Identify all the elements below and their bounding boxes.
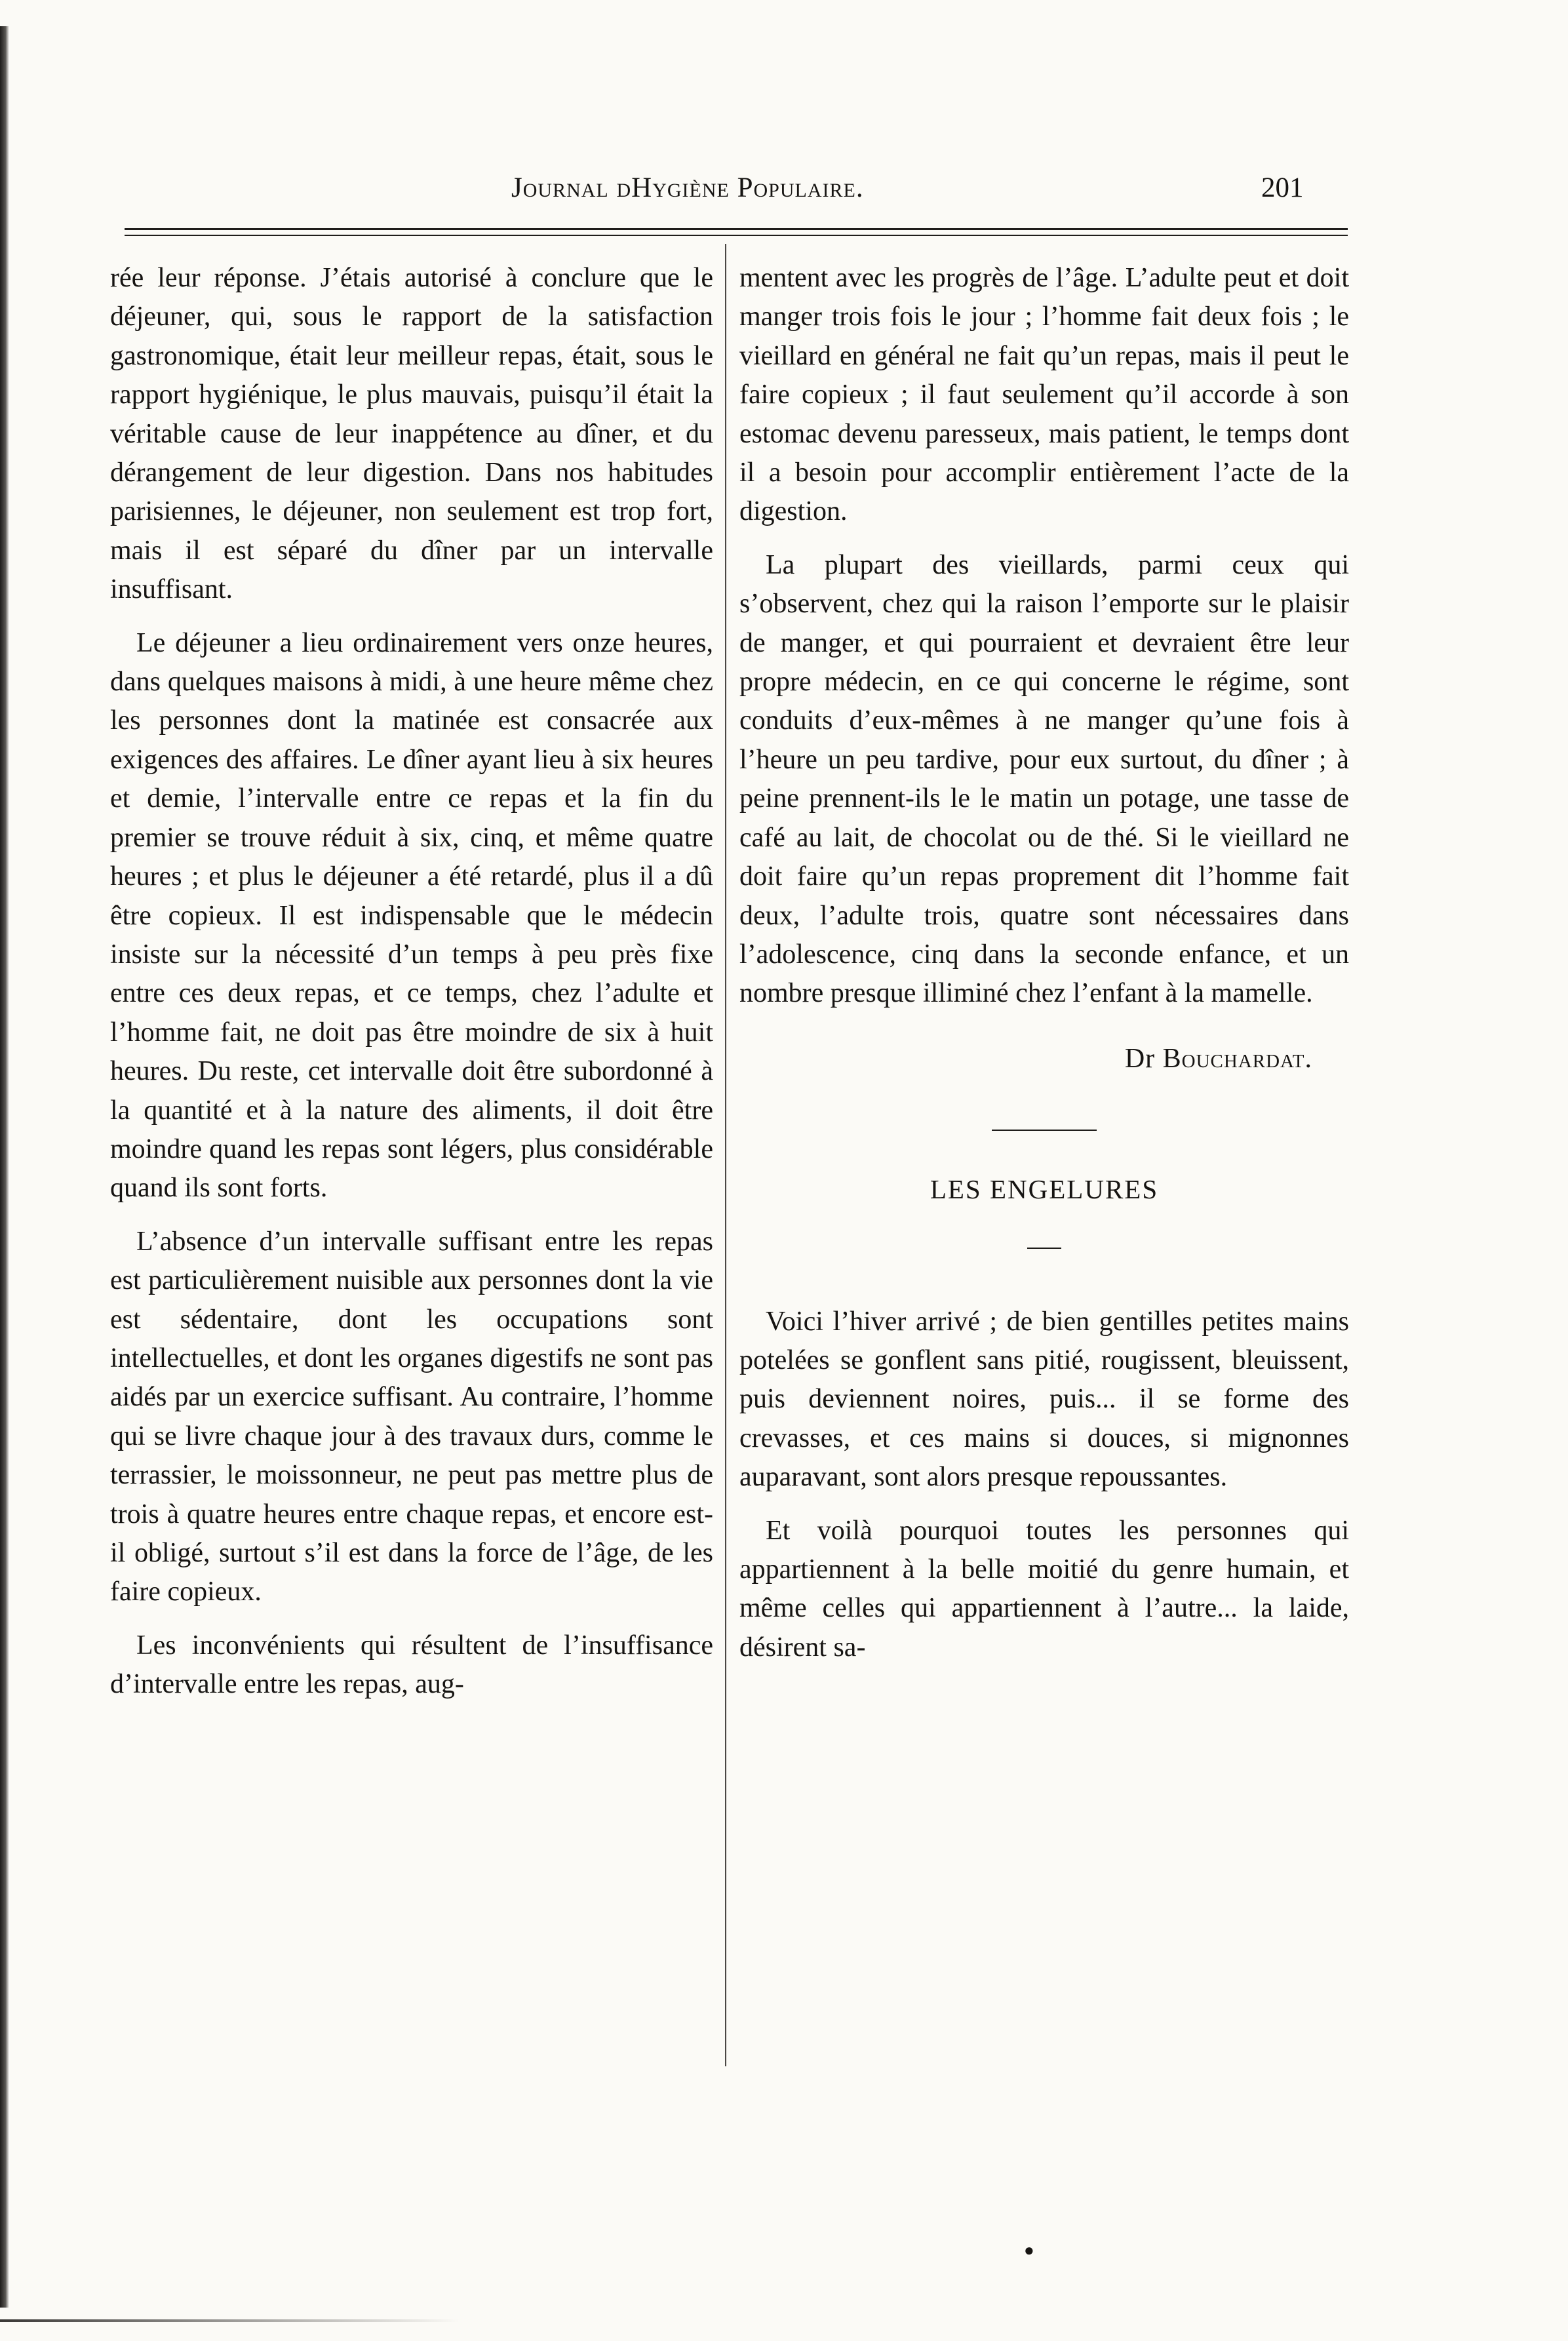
page-header [0, 172, 1568, 218]
page-number: 201 [1261, 172, 1304, 203]
signature-prefix: Dr [1124, 1043, 1156, 1074]
left-paragraph-4: Les inconvénients qui résultent de l’insuffisance d’intervalle entre les repas, aug- [110, 1630, 713, 1700]
header-rule-bottom [125, 235, 1348, 236]
scan-binding-edge [0, 26, 9, 2308]
signature-name: Bouchardat. [1162, 1043, 1312, 1074]
left-paragraph-1: rée leur réponse. J’étais autorisé à conclure que le déjeuner, qui, sous le rapport de la satisfaction gastronomique, était leur meilleur repas, était, sous le rapport hygiénique, le plus mauvais, puisqu’il était la véritable cause de leur inappétence au dîner, et du dérangement de leur digestion. Dans nos habitudes parisiennes, le déjeuner, non seulement est trop fort, mais il est séparé du dîner par un intervalle insuffisant. [110, 263, 713, 605]
section-spacer [739, 1249, 1349, 1303]
left-paragraph-2: Le déjeuner a lieu ordinairement vers onze heures, dans quelques maisons à midi, à une heure même chez les personnes dont la matinée est consacrée aux exigences des affaires. Le dîner ayant lieu à six heures et demie, l’intervalle entre ce repas et la fin du premier se trouve réduit à six, cinq, et même quatre heures ; et plus le déjeuner a été retardé, plus il a dû être copieux. Il est indispensable que le médecin insiste sur la nécessité d’un temps à peu près fixe entre ces deux repas, et ce temps, chez l’adulte et l’homme fait, ne doit pas être moindre de six à huit heures. Du reste, cet intervalle doit être subordonné à la quantité et à la nature des aliments, il doit être moindre quand les repas sont légers, plus considérable quand ils sont forts. [110, 627, 713, 1204]
left-column [110, 259, 713, 1704]
section-separator [992, 1130, 1097, 1131]
author-signature [739, 1040, 1349, 1078]
right-paragraph-1: mentent avec les progrès de l’âge. L’adulte peut et doit manger trois fois le jour ; l’homme fait deux fois ; le vieillard en général ne fait qu’un repas, mais il peut le faire copieux ; il faut seulement qu’il accorde à son estomac devenu paresseux, mais patient, le temps dont il a besoin pour accomplir entièrement l’acte de la digestion. [739, 263, 1349, 527]
scan-bottom-edge [0, 2319, 459, 2322]
column-divider [725, 244, 726, 2066]
bottom-ornament: ● [1024, 2241, 1034, 2260]
section-paragraph-1: Voici l’hiver arrivé ; de bien gentilles petites mains potelées se gonflent sans pitié, rougissent, bleuissent, puis deviennent noires, puis... il se forme des crevasses, et ces mains si douces, si mignonnes auparavant, sont alors presque repoussantes. [739, 1306, 1349, 1493]
section-title: LES ENGELURES [930, 1174, 1159, 1205]
header-rule-top [125, 228, 1348, 230]
running-title: Journal dHygiène Populaire. [511, 172, 864, 203]
right-paragraph-2: La plupart des vieillards, parmi ceux qui s’observent, chez qui la raison l’emporte sur le plaisir de manger, et qui pourraient et devraient être leur propre médecin, en ce qui concerne le régime, sont conduits d’eux-mêmes à ne manger qu’une fois à l’heure un peu tardive, pour eux surtout, du dîner ; à peine prennent-ils le le matin un potage, une tasse de café au lait, de chocolat ou de thé. Si le vieillard ne doit faire qu’un repas proprement dit l’homme fait deux, l’adulte trois, quatre sont nécessaires dans l’adolescence, cinq dans la seconde enfance, et un nombre presque illiminé chez l’enfant à la mamelle. [739, 549, 1349, 1009]
right-column [739, 259, 1349, 1667]
section-paragraph-2: Et voilà pourquoi toutes les personnes qui appartiennent à la belle moitié du genre humain, et même celles qui appartiennent à l’autre... la laide, désirent sa- [739, 1515, 1349, 1662]
left-paragraph-3: L’absence d’un intervalle suffisant entre les repas est particulièrement nuisible aux personnes dont la vie est sédentaire, dont les occupations sont intellectuelles, et dont les organes digestifs ne sont pas aidés par un exercice suffisant. Au contraire, l’homme qui se livre chaque jour à des travaux durs, comme le terrassier, le moissonneur, ne peut pas mettre plus de trois à quatre heures entre chaque repas, et encore est-il obligé, surtout s’il est dans la force de l’âge, de les faire copieux. [110, 1226, 713, 1607]
